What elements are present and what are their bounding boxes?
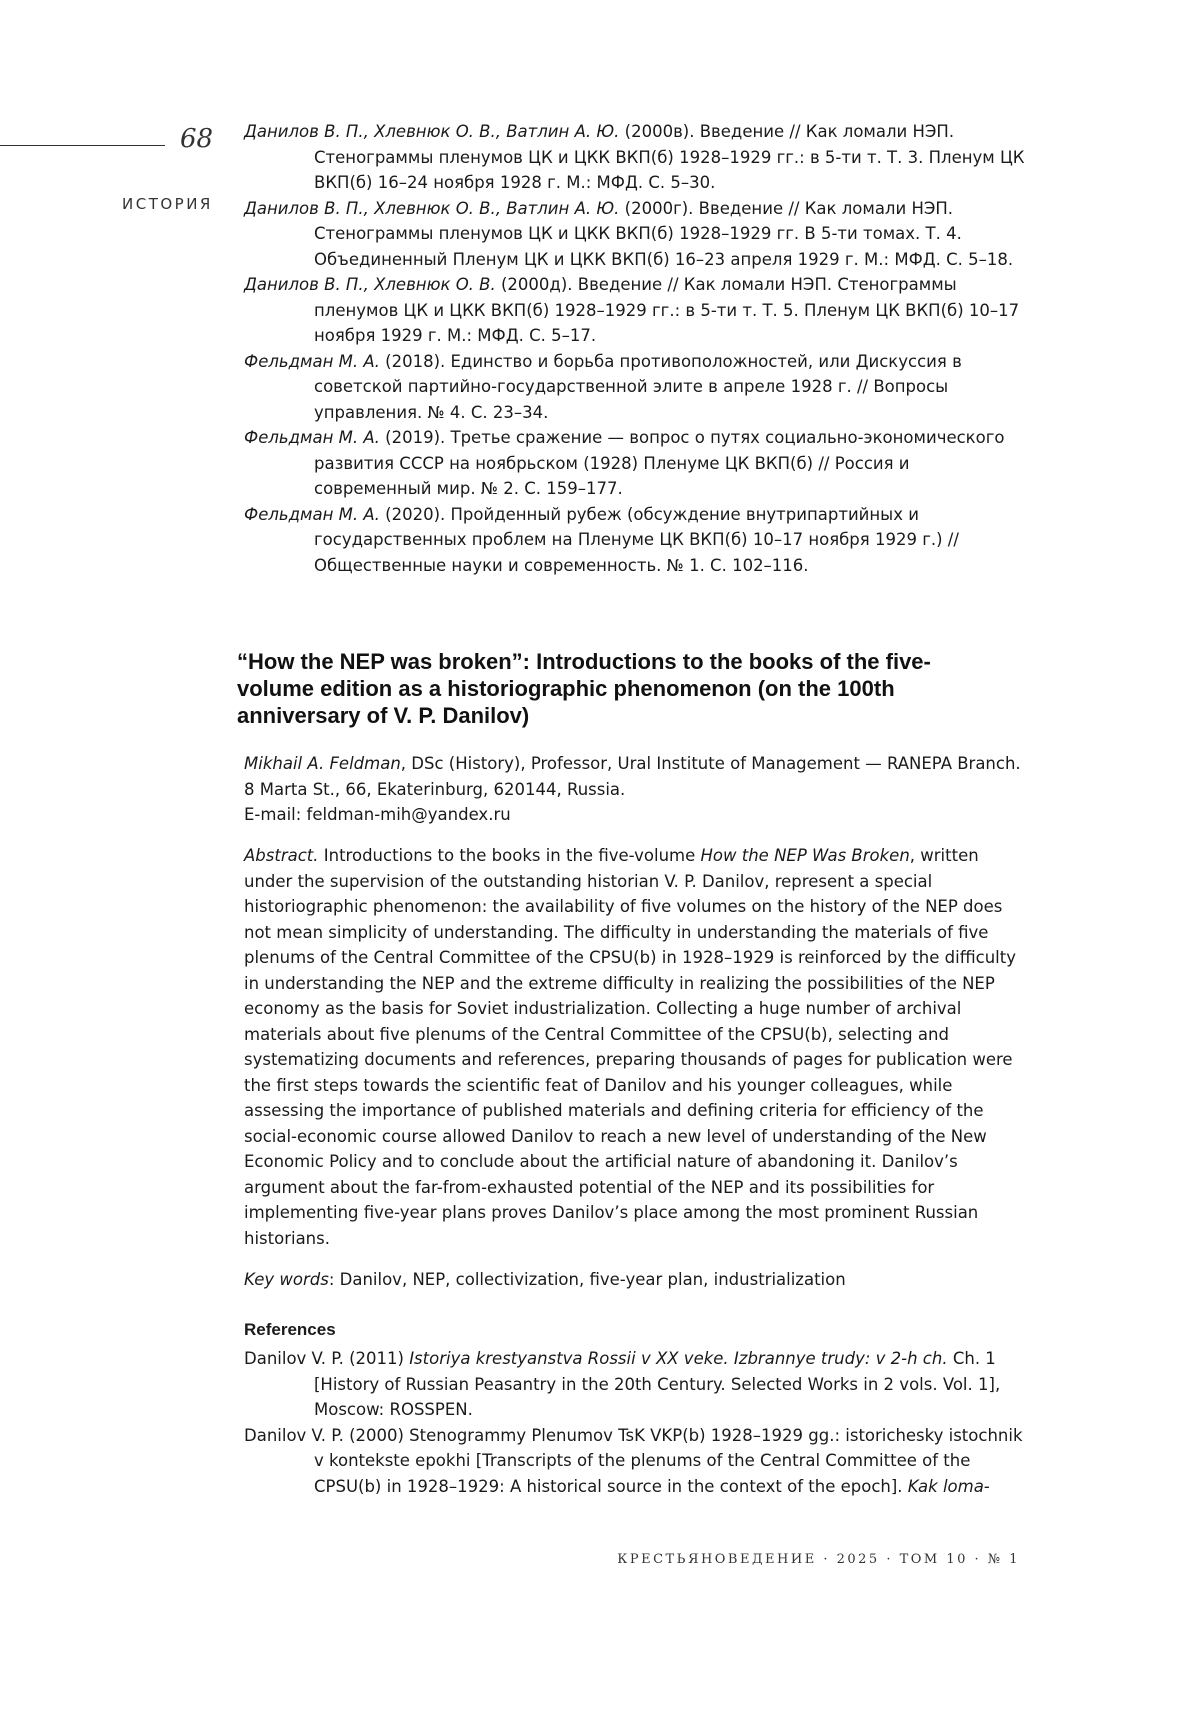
margin-rule xyxy=(0,145,165,146)
reference-item: Данилов В. П., Хлевнюк О. В. (2000д). Введение // Как ломали НЭП. Стенограммы пленумов ЦК и ЦКК ВКП(б) 1928–1929 гг.: в 5-ти т. Т. 5. Пленум ЦК ВКП(б) 10–17 ноября 1929 г. М.: МФД. С. 5–17. xyxy=(244,272,1026,349)
reference-item: Фельдман М. А. (2020). Пройденный рубеж (обсуждение внутрипартийных и государственных проблем на Пленуме ЦК ВКП(б) 10–17 ноября 1929 г.) // Общественные науки и современность. № 1. С. 102–116. xyxy=(244,502,1026,579)
ru-reference-list xyxy=(244,119,1026,578)
english-article-title: “How the NEP was broken”: Introductions to the books of the five-volume edition as a historiographic phenomenon (on the 100th anniversary of V. P. Danilov) xyxy=(237,648,997,729)
author-name: Mikhail A. Feldman xyxy=(244,754,401,773)
section-label: ИСТОРИЯ xyxy=(122,195,213,213)
book-title: How the NEP Was Broken xyxy=(701,846,910,865)
references-heading: References xyxy=(244,1320,1026,1340)
abstract-label: Abstract. xyxy=(244,846,319,865)
reference-item: Danilov V. P. (2011) Istoriya krestyanstva Rossii v XX veke. Izbrannye trudy: v 2-h ch. Ch. 1 [History of Russian Peasantry in the 20th Century. Selected Works in 2 vols. Vol. 1], Moscow: ROSSPEN. xyxy=(244,1346,1026,1423)
reference-item: Данилов В. П., Хлевнюк О. В., Ватлин А. Ю. (2000в). Введение // Как ломали НЭП. Стенограммы пленумов ЦК и ЦКК ВКП(б) 1928–1929 гг.: в 5-ти т. Т. 3. Пленум ЦК ВКП(б) 16–24 ноября 1928 г. М.: МФД. С. 5–30. xyxy=(244,119,1026,196)
reference-item: Данилов В. П., Хлевнюк О. В., Ватлин А. Ю. (2000г). Введение // Как ломали НЭП. Стенограммы пленумов ЦК и ЦКК ВКП(б) 1928–1929 гг. В 5-ти томах. Т. 4. Объединенный Пленум ЦК и ЦКК ВКП(б) 16–23 апреля 1929 г. М.: МФД. С. 5–18. xyxy=(244,196,1026,273)
english-references xyxy=(244,1320,1026,1340)
author-info: Mikhail A. Feldman, DSc (History), Professor, Ural Institute of Management — RANEPA Branch. 8 Marta St., 66, Ekaterinburg, 620144, Russia. xyxy=(244,751,1026,802)
keywords-label: Key words xyxy=(244,1270,329,1289)
journal-footer: КРЕСТЬЯНОВЕДЕНИЕ · 2025 · ТОМ 10 · № 1 xyxy=(617,1552,1020,1567)
reference-item: Фельдман М. А. (2019). Третье сражение — вопрос о путях социально-экономического развития СССР на ноябрьском (1928) Пленуме ЦК ВКП(б) // Россия и современный мир. № 2. С. 159–177. xyxy=(244,425,1026,502)
author-email: E-mail: feldman-mih@yandex.ru xyxy=(244,802,1026,828)
keywords: Key words: Danilov, NEP, collectivization, five-year plan, industrialization xyxy=(244,1267,1026,1293)
abstract: Abstract. Introductions to the books in the five-volume How the NEP Was Broken, written under the supervision of the outstanding historian V. P. Danilov, represent a special historiographic phenomenon: the availability of five volumes on the history of the NEP does not mean simplicity of understanding. The difficulty in understanding the materials of five plenums of the Central Committee of the CPSU(b) in 1928–1929 is reinforced by the difficulty in understanding the NEP and the extreme difficulty in realizing the possibilities of the NEP economy as the basis for Soviet industrialization. Collecting a huge number of archival materials about five plenums of the Central Committee of the CPSU(b), selecting and systematizing documents and references, preparing thousands of pages for publication were the first steps towards the scientific feat of Danilov and his younger colleagues, while assessing the importance of published materials and defining criteria for efficiency of the social-economic course allowed Danilov to reach a new level of understanding of the New Economic Policy and to conclude about the artificial nature of abandoning it. Danilov’s argument about the far-from-exhausted potential of the NEP and its possibilities for implementing five-year plans proves Danilov’s place among the most prominent Russian historians. xyxy=(244,843,1026,1251)
page-number: 68 xyxy=(180,124,213,154)
reference-item: Фельдман М. А. (2018). Единство и борьба противоположностей, или Дискуссия в советской партийно-государственной элите в апреле 1928 г. // Вопросы управления. № 4. С. 23–34. xyxy=(244,349,1026,426)
reference-item: Danilov V. P. (2000) Stenogrammy Plenumov TsK VKP(b) 1928–1929 gg.: istorichesky istochnik v kontekste epokhi [Transcripts of the plenums of the Central Committee of the CPSU(b) in 1928–1929: A historical source in the context of the epoch]. Kak loma- xyxy=(244,1423,1026,1500)
author-block xyxy=(244,751,1026,828)
english-reference-list xyxy=(244,1346,1026,1499)
